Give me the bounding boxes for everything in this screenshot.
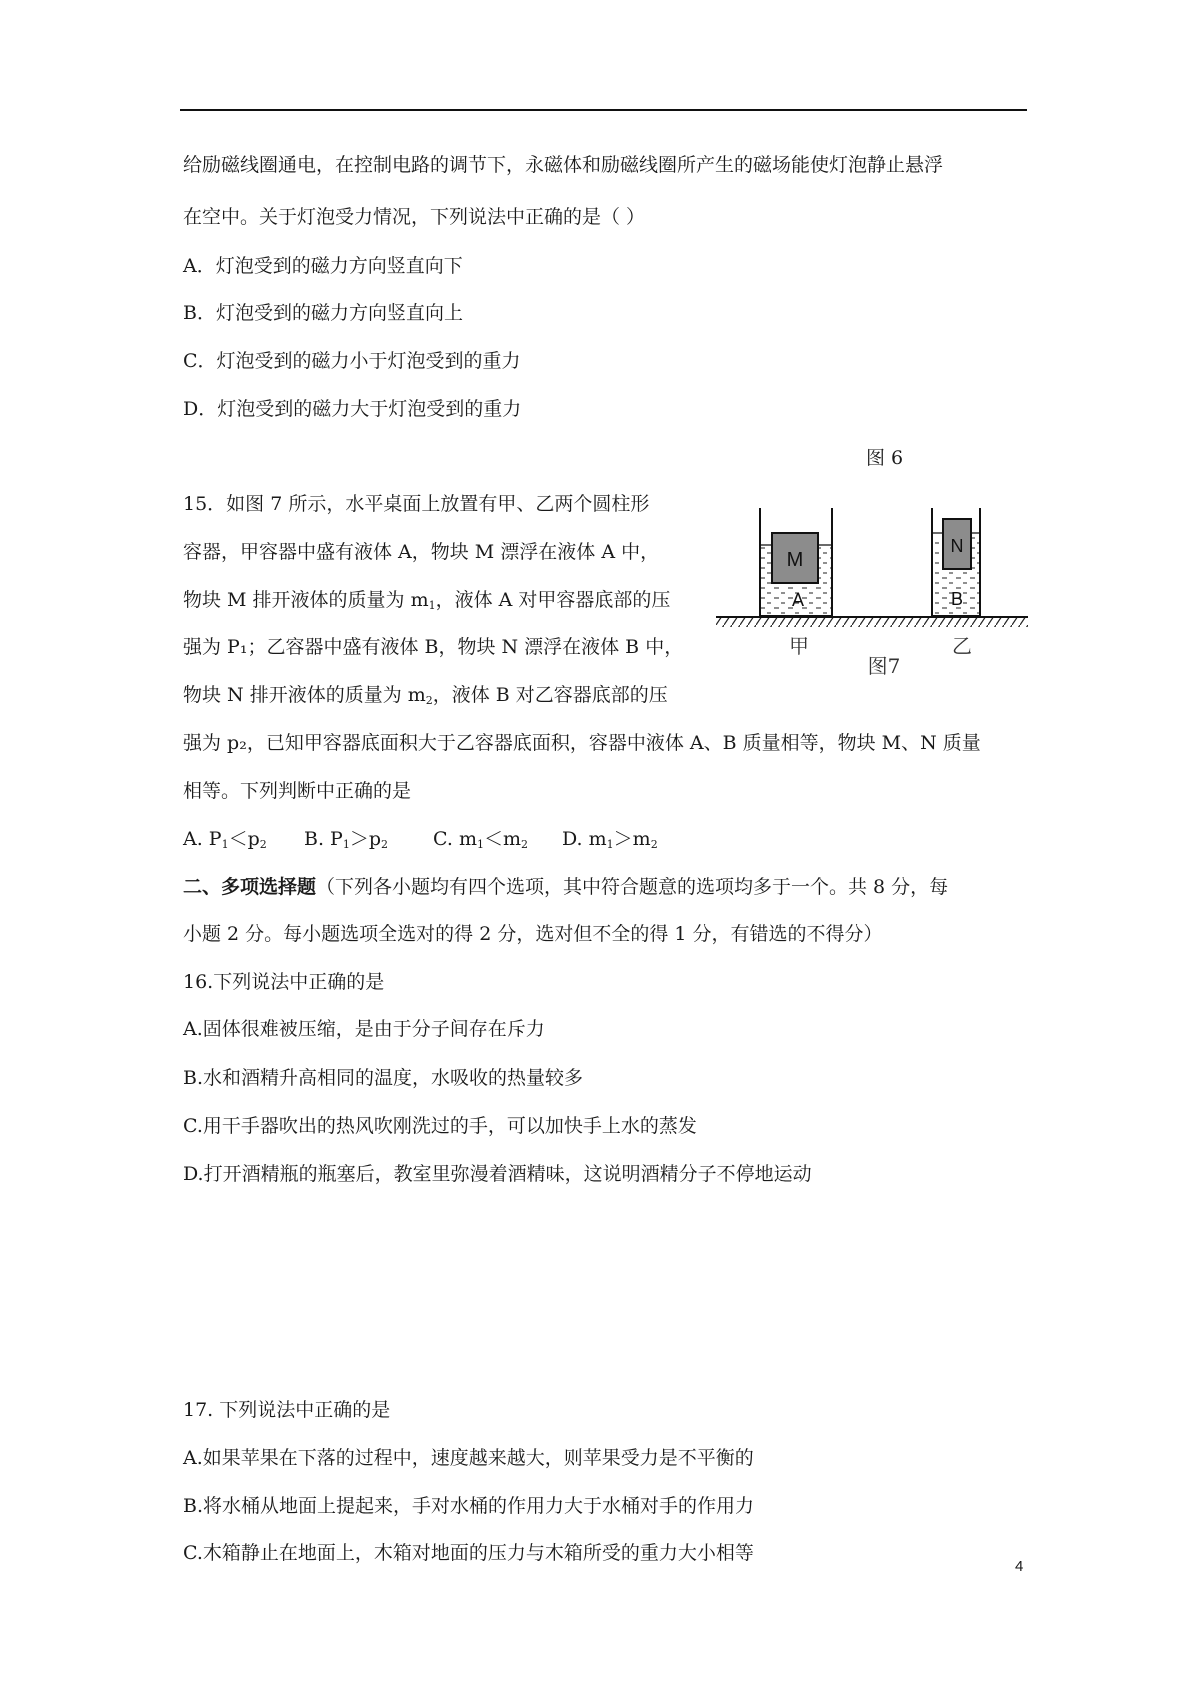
figure7-caption: 图7 [867,654,901,678]
label-jia: 甲 [789,634,809,658]
q14-option-c: C．灯泡受到的磁力小于灯泡受到的重力 [183,350,521,372]
q14-option-a: A．灯泡受到的磁力方向竖直向下 [183,255,463,277]
block-m-label: M [786,549,804,571]
label-yi: 乙 [952,634,972,658]
section2-heading: 二、多项选择题（下列各小题均有四个选项，其中符合题意的选项均多于一个。共 8 分，每 [183,876,949,898]
q15-line: 物块 M 排开液体的质量为 $m_1$，液体 A 对甲容器底部的压 [183,589,671,612]
figure6-caption: 图 6 [866,447,904,469]
q14-option-d: D．灯泡受到的磁力大于灯泡受到的重力 [183,398,522,420]
q15-option-a: A. $P_1<p_2$ [183,828,267,851]
q17-option-a: A.如果苹果在下落的过程中，速度越来越大，则苹果受力是不平衡的 [183,1447,754,1469]
q16-option-d: D.打开酒精瓶的瓶塞后，教室里弥漫着酒精味，这说明酒精分子不停地运动 [183,1163,812,1185]
q16-option-a: A.固体很难被压缩，是由于分子间存在斥力 [183,1018,545,1040]
q17-option-b: B.将水桶从地面上提起来，手对水桶的作用力大于水桶对手的作用力 [183,1495,755,1517]
header-rule [180,109,1027,111]
q15-line: 强为 P₁；乙容器中盛有液体 B，物块 N 漂浮在液体 B 中， [183,636,684,658]
q14-option-b: B．灯泡受到的磁力方向竖直向上 [183,302,463,324]
q16-stem: 16.下列说法中正确的是 [183,971,385,993]
q15-line: 15．如图 7 所示，水平桌面上放置有甲、乙两个圆柱形 [183,493,650,515]
liquid-a-label: A [791,590,805,610]
q15-option-b: B. $P_1>p_2$ [304,828,388,851]
text-line: 给励磁线圈通电，在控制电路的调节下，永磁体和励磁线圈所产生的磁场能使灯泡静止悬浮 [183,154,944,176]
q16-option-c: C.用干手器吹出的热风吹刚洗过的手，可以加快手上水的蒸发 [183,1115,697,1137]
section2-instructions: 小题 2 分。每小题选项全选对的得 2 分，选对但不全的得 1 分，有错选的不得分） [183,923,883,945]
q15-line: 强为 p₂，已知甲容器底面积大于乙容器底面积，容器中液体 A、B 质量相等，物块 M、N 质量 [183,732,981,754]
q15-options [183,826,658,858]
page-number: 4 [1015,1558,1024,1575]
q15-line: 物块 N 排开液体的质量为 $m_2$，液体 B 对乙容器底部的压 [183,684,668,707]
q15-line: 容器，甲容器中盛有液体 A，物块 M 漂浮在液体 A 中， [183,541,660,563]
text-line: 在空中。关于灯泡受力情况，下列说法中正确的是（ ） [183,206,646,228]
q15-line: 相等。下列判断中正确的是 [183,780,412,802]
block-n-label: N [950,536,964,556]
q17-option-c: C.木箱静止在地面上，木箱对地面的压力与木箱所受的重力大小相等 [183,1542,754,1564]
q17-stem: 17. 下列说法中正确的是 [183,1399,391,1421]
q15-option-d: D. $m_1>m_2$ [562,828,658,851]
ground-hatch [716,618,1028,627]
q15-option-c: C. $m_1<m_2$ [433,828,528,851]
q16-option-b: B.水和酒精升高相同的温度，水吸收的热量较多 [183,1067,584,1089]
figure7-diagram [716,505,1032,681]
liquid-b-label: B [950,589,964,609]
